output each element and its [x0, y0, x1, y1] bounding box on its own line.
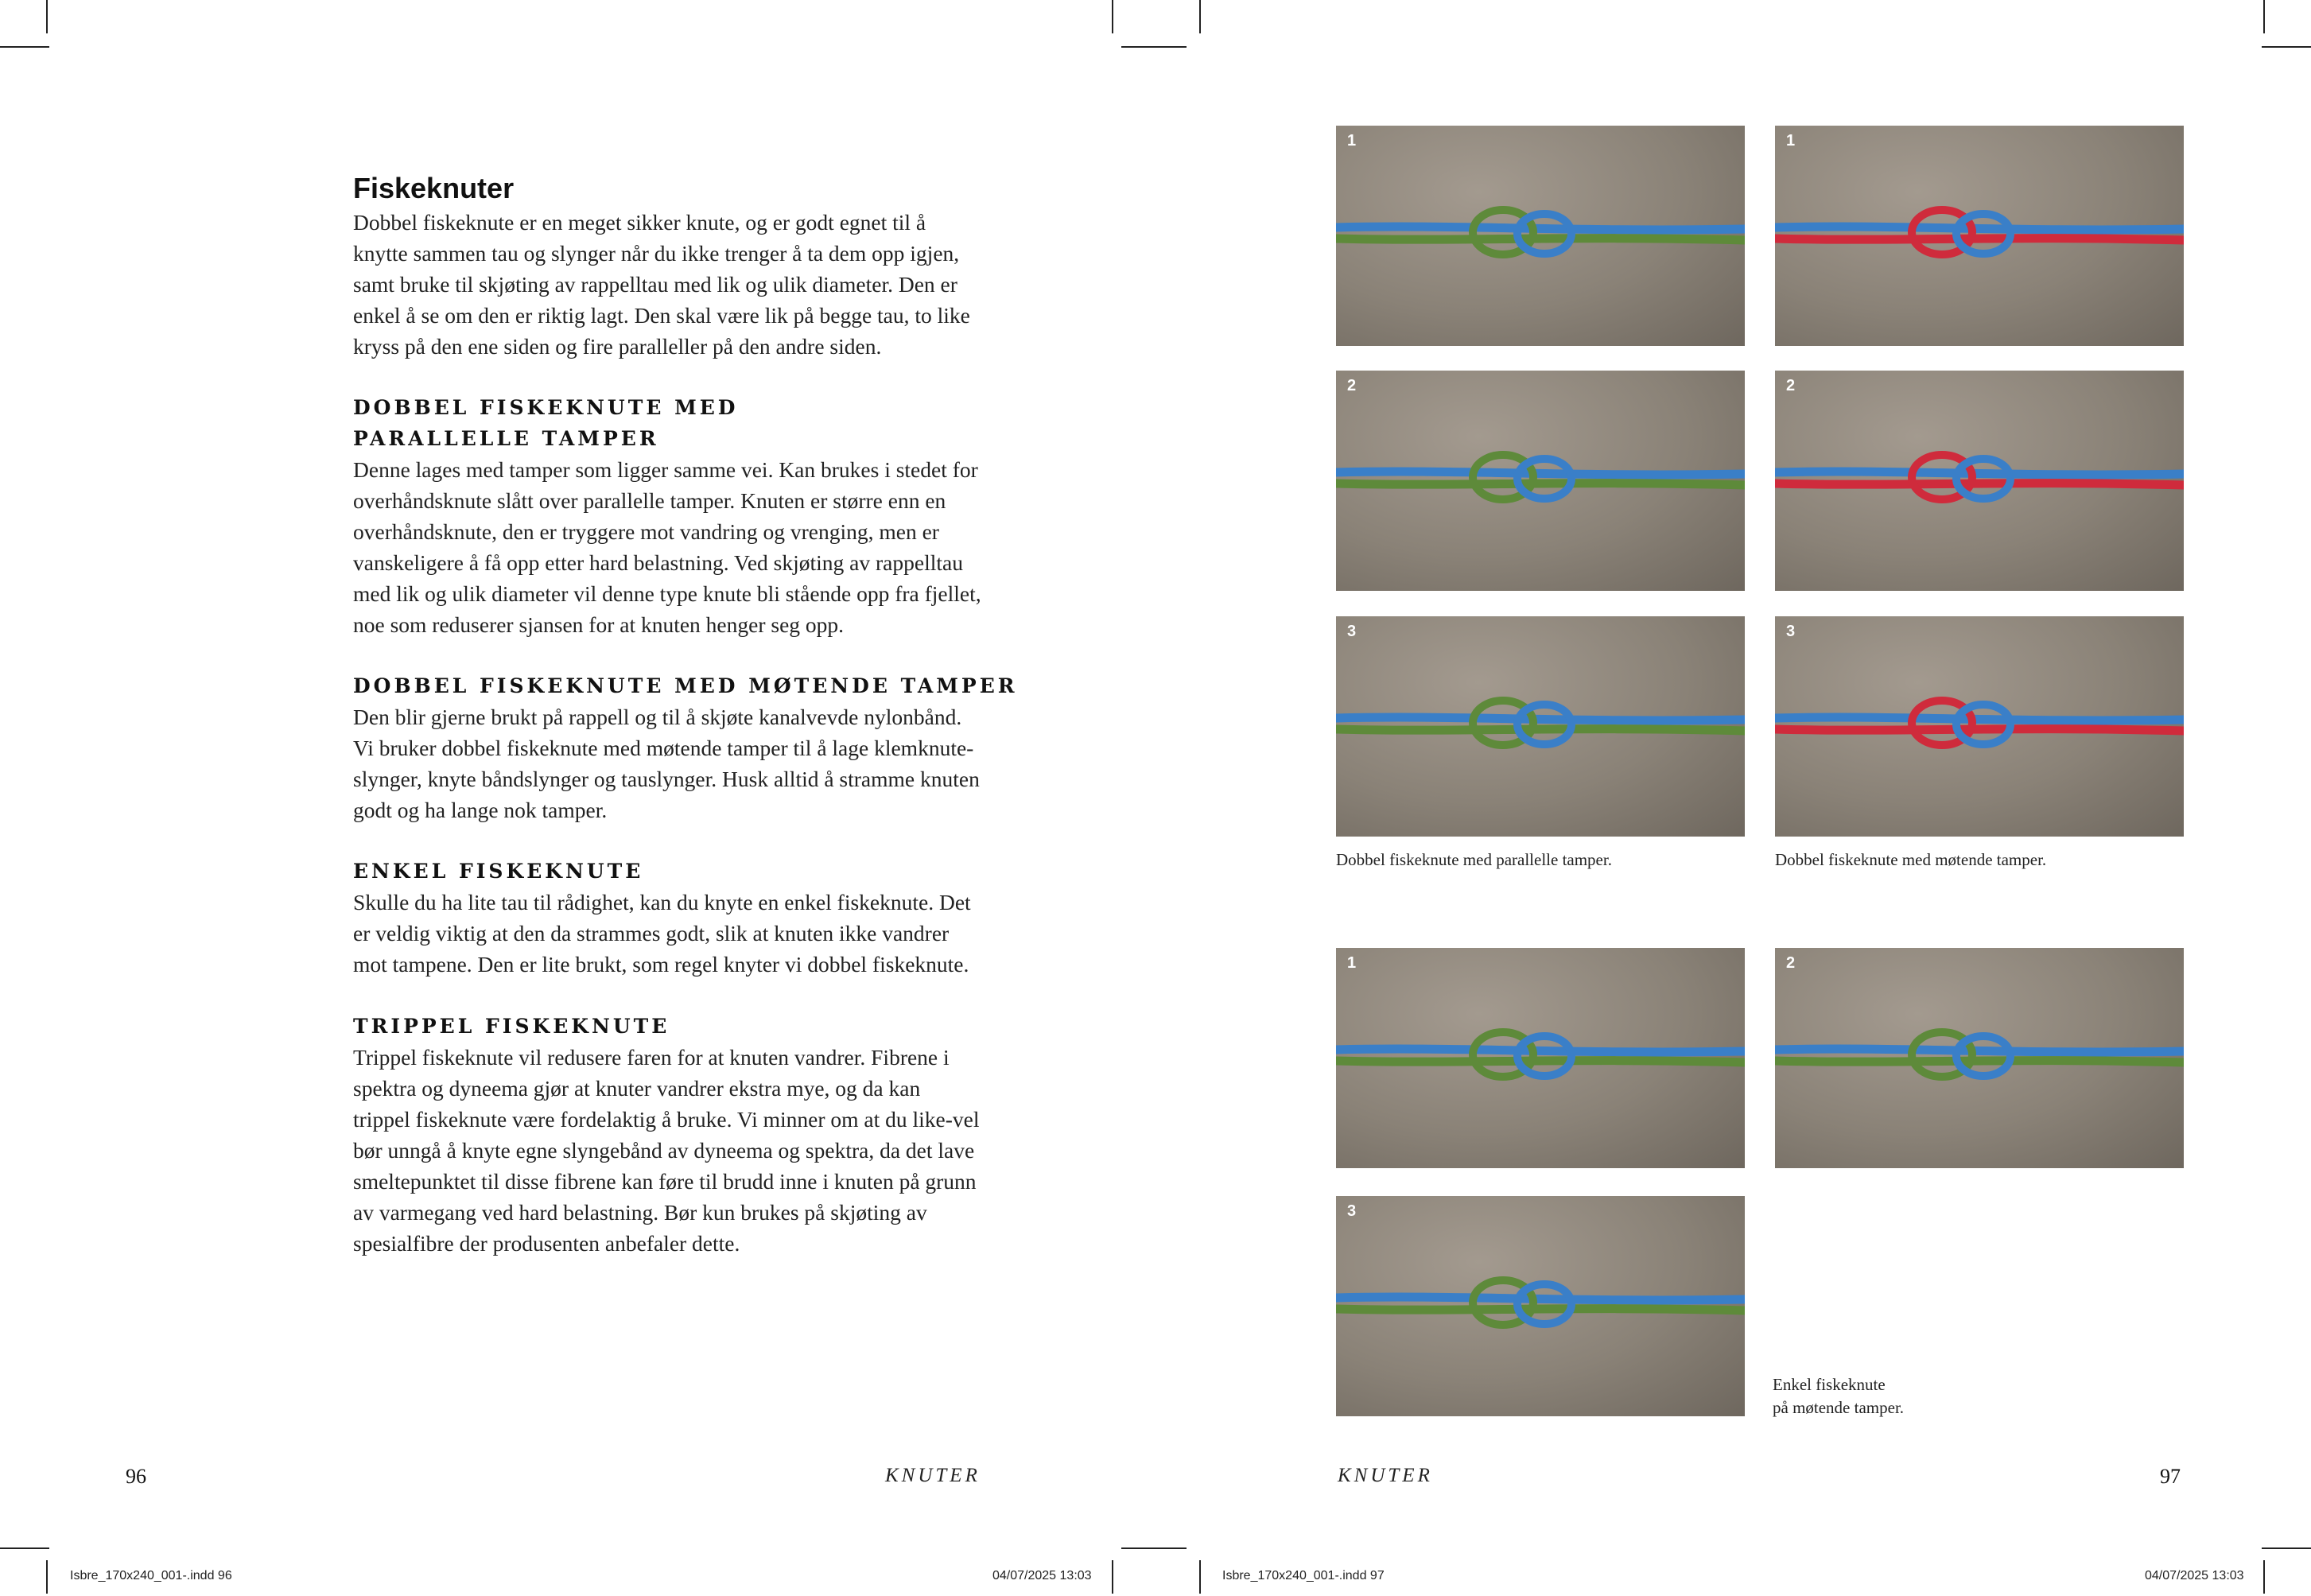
step-number: 2	[1786, 377, 1796, 394]
intro-paragraph: Dobbel fiskeknute er en meget sikker knute, og er godt egnet til å knytte sammen tau og slynger når du ikke trenger å ta dem opp igjen, samt bruke til skjøting av rappelltau med lik og ulik diameter. Den er enkel å se om den er riktig lagt. Den skal være lik på begge tau, to like kryss på den ene siden og fire paralleller på den andre siden.	[353, 210, 970, 359]
crop-mark	[1199, 1560, 1201, 1594]
rope-strand-b	[1775, 1061, 2184, 1062]
knot-photo	[1775, 371, 2184, 591]
print-slug-file: Isbre_170x240_001-.indd 97	[1222, 1569, 1385, 1582]
section-heading: TRIPPEL FISKEKNUTE	[353, 1015, 670, 1038]
knot-illustration	[1775, 616, 2184, 837]
knot-loop	[1956, 1036, 2010, 1076]
knot-loop	[1956, 705, 2010, 744]
rope-strand-a	[1775, 717, 2184, 720]
knot-photo	[1336, 126, 1745, 346]
rope-strand-a	[1336, 227, 1745, 230]
section-paragraph: Trippel fiskeknute vil redusere faren for at knuten vandrer. Fibrene i spektra og dyneema gjør at knuter vandrer ekstra mye, og da kan trippel fiskeknute være fordelaktig å bruke. Vi minner om at du like-vel bør unngå å knyte egne slyngebånd av dyneema og spektra, da det lave smeltepunktet til disse fibrene kan føre til brudd inne i knuten på grunn av varmegang ved hard belastning. Bør kun brukes på skjøting av spesialfibre der produsenten anbefaler dette.	[353, 1045, 980, 1256]
section-paragraph: Den blir gjerne brukt på rappell og til å skjøte kanalvevde nylonbånd. Vi bruker dobbel fiskeknute med møtende tamper til å lage klemknute-slynger, knyte båndslynger og tauslynger. Husk alltid å stramme knuten godt og ha lange nok tamper.	[353, 705, 980, 822]
rope-strand-a	[1336, 1049, 1745, 1052]
crop-mark	[1137, 46, 1187, 48]
crop-mark	[1199, 0, 1201, 33]
page-number: 97	[2160, 1465, 2181, 1488]
step-number: 2	[1347, 377, 1357, 394]
crop-mark	[1112, 0, 1113, 33]
section-paragraph: Denne lages med tamper som ligger samme vei. Kan brukes i stedet for overhåndsknute slått over parallelle tamper. Knuten er større enn en overhåndsknute, den er tryggere mot vandring og vrenging, men er vanskeligere å få opp etter hard belastning. Ved skjøting av rappelltau med lik og ulik diameter vil denne type knute bli stående opp fra fjellet, noe som reduserer sjansen for at knuten henger seg opp.	[353, 457, 981, 637]
section-paragraph: Skulle du ha lite tau til rådighet, kan du knyte en enkel fiskeknute. Det er veldig viktig at den da strammes godt, slik at knuten ikke vandrer mot tampene. Den er lite brukt, som regel knyter vi dobbel fiskeknute.	[353, 890, 971, 977]
step-number: 3	[1347, 623, 1357, 640]
knot-photo	[1336, 1196, 1745, 1416]
crop-mark	[1137, 1547, 1187, 1549]
figure-caption: Enkel fiskeknute	[1773, 1375, 1886, 1394]
rope-strand-b	[1336, 1061, 1745, 1062]
knot-illustration	[1336, 126, 1745, 346]
knot-illustration	[1336, 1196, 1745, 1416]
crop-mark	[0, 1547, 49, 1549]
crop-mark	[46, 1560, 48, 1594]
figure-caption: Dobbel fiskeknute med parallelle tamper.	[1336, 850, 1612, 869]
crop-mark	[2263, 1560, 2265, 1594]
knot-illustration	[1336, 371, 1745, 591]
knot-illustration	[1336, 948, 1745, 1168]
knot-illustration	[1775, 948, 2184, 1168]
crop-mark	[46, 0, 48, 33]
knot-loop	[1517, 1036, 1571, 1076]
knot-illustration	[1775, 126, 2184, 346]
rope-strand-b	[1775, 729, 2184, 731]
page-title: Fiskeknuter	[353, 172, 515, 204]
page-number: 96	[126, 1465, 146, 1488]
rope-strand-a	[1336, 472, 1745, 475]
knot-loop	[1956, 214, 2010, 254]
rope-strand-b	[1775, 483, 2184, 485]
section-heading: ENKEL FISKEKNUTE	[353, 860, 644, 883]
figure-caption: på møtende tamper.	[1773, 1398, 1905, 1417]
rope-strand-a	[1336, 1297, 1745, 1300]
figure-caption: Dobbel fiskeknute med møtende tamper.	[1775, 850, 2047, 869]
rope-strand-a	[1775, 227, 2184, 230]
print-slug-date: 04/07/2025 13:03	[992, 1569, 1092, 1582]
step-number: 2	[1786, 954, 1796, 972]
knot-photo	[1775, 616, 2184, 837]
rope-strand-b	[1336, 1309, 1745, 1311]
rope-strand-b	[1775, 239, 2184, 240]
step-number: 1	[1347, 954, 1357, 972]
crop-mark	[1112, 1560, 1113, 1594]
knot-photo	[1775, 126, 2184, 346]
step-number: 1	[1347, 132, 1357, 150]
knot-loop	[1517, 1284, 1571, 1324]
rope-strand-a	[1775, 472, 2184, 475]
section-heading: DOBBEL FISKEKNUTE MED	[353, 396, 739, 419]
step-number: 3	[1347, 1202, 1357, 1220]
step-number: 3	[1786, 623, 1796, 640]
knot-loop	[1517, 214, 1571, 254]
knot-illustration	[1336, 616, 1745, 837]
crop-mark	[0, 46, 49, 48]
section-heading: PARALLELLE TAMPER	[353, 427, 659, 450]
crop-mark	[2263, 0, 2265, 33]
running-head: KNUTER	[885, 1465, 981, 1486]
rope-strand-a	[1775, 1049, 2184, 1052]
knot-photo	[1336, 616, 1745, 837]
knot-loop	[1956, 459, 2010, 499]
print-slug-date: 04/07/2025 13:03	[2145, 1569, 2244, 1582]
crop-mark	[2262, 46, 2311, 48]
knot-photo	[1775, 948, 2184, 1168]
knot-loop	[1517, 459, 1571, 499]
rope-strand-b	[1336, 239, 1745, 240]
rope-strand-b	[1336, 729, 1745, 731]
knot-photo	[1336, 371, 1745, 591]
rope-strand-b	[1336, 483, 1745, 485]
knot-photo	[1336, 948, 1745, 1168]
running-head: KNUTER	[1338, 1465, 1433, 1486]
knot-loop	[1517, 705, 1571, 744]
rope-strand-a	[1336, 717, 1745, 720]
step-number: 1	[1786, 132, 1796, 150]
crop-mark	[2262, 1547, 2311, 1549]
knot-illustration	[1775, 371, 2184, 591]
section-heading: DOBBEL FISKEKNUTE MED MØTENDE TAMPER	[353, 674, 1018, 697]
print-slug-file: Isbre_170x240_001-.indd 96	[70, 1569, 232, 1582]
